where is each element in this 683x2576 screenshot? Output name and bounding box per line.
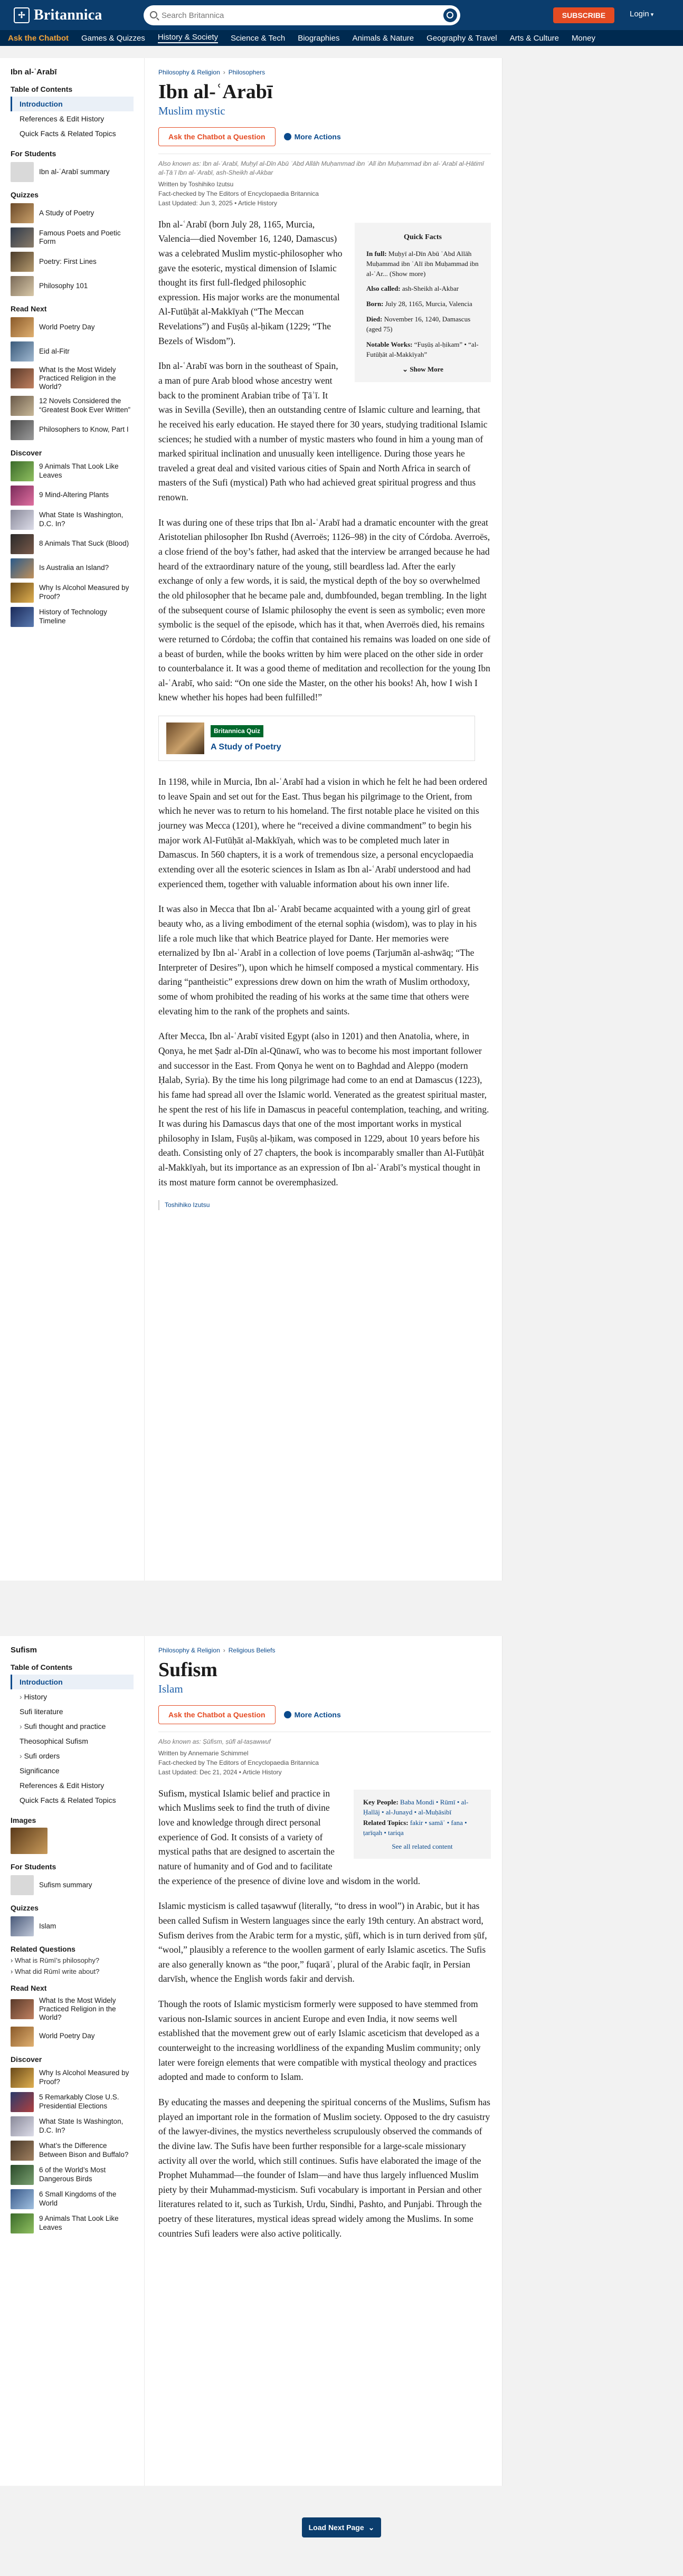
student-link-label: Sufism summary xyxy=(39,1880,92,1889)
fact-value: July 28, 1165, Murcia, Valencia xyxy=(385,300,472,308)
quiz-thumbnail xyxy=(11,1916,34,1936)
page-title: Sufism xyxy=(158,1659,217,1681)
logo-text: Britannica xyxy=(34,7,102,23)
breadcrumb-separator-icon: › xyxy=(223,1647,225,1654)
discover-link[interactable] xyxy=(11,2092,134,2112)
nav-games-quizzes[interactable]: Games & Quizzes xyxy=(81,33,145,43)
key-people-label: Key People: xyxy=(363,1798,399,1806)
discover-link[interactable] xyxy=(11,607,134,627)
toc-heading: Table of Contents xyxy=(11,85,73,93)
page-title: Ibn al-ʿArabī xyxy=(158,81,273,103)
article-ibn-al-arabi xyxy=(0,58,502,1581)
more-actions-label: More Actions xyxy=(294,132,341,141)
toc-item[interactable]: Quick Facts & Related Topics xyxy=(20,129,116,138)
discover-link[interactable] xyxy=(11,486,134,506)
discover-link[interactable] xyxy=(11,558,134,578)
read-next-thumbnail xyxy=(11,341,34,362)
read-next-link[interactable] xyxy=(11,1997,134,2022)
article-sufism xyxy=(0,1636,502,2486)
discover-label: 9 Animals That Look Like Leaves xyxy=(39,2214,119,2231)
fact-value: ash-Sheikh al-Akbar xyxy=(402,284,459,293)
more-actions-button[interactable] xyxy=(284,1705,341,1724)
article-main xyxy=(158,1636,491,2251)
article-sidebar xyxy=(0,1636,145,2486)
discover-thumbnail xyxy=(11,534,34,554)
discover-link[interactable] xyxy=(11,2213,134,2233)
paragraph: Sufism, mystical Islamic belief and practice in which Muslims seek to find the truth of divine love and knowledge through direct personal experience of God. It consists of a variety of mystical paths that are designed to ascertain the nature of humanity and of God and to facilitate the experience of the presence of divine love and wisdom in the world. xyxy=(158,1788,421,1886)
key-people-links[interactable]: Baba Mondi • Rūmī • al-Ḥallāj • al-Junayd • al-Muḥāsibī xyxy=(363,1798,469,1817)
discover-thumbnail xyxy=(11,486,34,506)
read-next-thumbnail xyxy=(11,396,34,416)
more-actions-icon xyxy=(284,1711,291,1718)
paragraph: Ibn al-ʿArabī (born July 28, 1165, Murcia, Valencia—died November 16, 1240, Damascus) was a celebrated Muslim mystic-philosopher who gave the esoteric, mystical dimension of Islamic thought its first full-fledged philosophic expression. His major works are the monumental Al-Futūḥāt al-Makkīyah (“The Meccan Revelations”) and Fuṣūṣ al-ḥikam (1229; “The Bezels of Wisdom”). xyxy=(158,218,343,346)
read-next-link[interactable] xyxy=(11,317,134,337)
paragraph: After Mecca, Ibn al-ʿArabī visited Egypt (also in 1201) and then Anatolia, where, in Qonya, he met Ṣadr al-Dīn al-Qūnawī, who was to become his most important follower and successor in the East. From Qonya he went on to Baghdad and Aleppo (modern Ḥalab, Syria). By the time his long pilgrimage had come to an end at Damascus (1223), his fame had spread all over the Islamic world. Venerated as the greatest spiritual master, he spent the rest of his life in Damascus in peaceful contemplation, teaching, and writing. It was during his Damascus days that one of the most important works in mystical philosophy in Islam, Fuṣūṣ al-ḥikam, was composed in 1229, about 10 years before his death. Consisting only of 27 chapters, the book is incomparably smaller than Al-Futūḥāt al-Makkīyah, but its importance as an expression of Ibn al-ʿArabī’s mystical thought in its most mature form cannot be overemphasized. xyxy=(158,1031,489,1187)
nav-biographies[interactable]: Biographies xyxy=(298,33,340,43)
toc-item[interactable]: Introduction xyxy=(11,97,134,111)
article-body xyxy=(158,1786,491,2241)
discover-label: What State Is Washington, D.C. In? xyxy=(39,2117,124,2134)
discover-thumbnail xyxy=(11,2068,34,2088)
page-subtitle: Muslim mystic xyxy=(158,104,225,117)
discover-label: Why Is Alcohol Measured by Proof? xyxy=(39,584,129,601)
quiz-thumbnail xyxy=(11,227,34,248)
related-topics-label: Related Topics: xyxy=(363,1818,409,1827)
britannica-logo[interactable] xyxy=(14,5,102,26)
quiz-promo-image xyxy=(166,723,204,754)
discover-label: What’s the Difference Between Bison and Buffalo? xyxy=(39,2142,129,2159)
student-link[interactable] xyxy=(11,1875,134,1895)
toc-item[interactable]: › History xyxy=(11,1689,134,1704)
fact-notable-works xyxy=(366,340,479,360)
search-icon xyxy=(150,11,157,18)
related-question-link[interactable]: › What is Rūmī’s philosophy? xyxy=(11,1956,134,1964)
discover-link[interactable] xyxy=(11,461,134,481)
search-placeholder: Search Britannica xyxy=(162,11,224,20)
sidebar-title: Ibn al-ʿArabī xyxy=(11,68,57,77)
article-main xyxy=(158,58,491,1210)
read-next-label: What Is the Most Widely Practiced Religion in the World? xyxy=(39,366,116,391)
discover-label: Why Is Alcohol Measured by Proof? xyxy=(39,2069,129,2086)
fact-label: Died: xyxy=(366,315,383,324)
toc-item[interactable]: Quick Facts & Related Topics xyxy=(20,1796,116,1804)
discover-thumbnail xyxy=(11,461,34,481)
quiz-link[interactable] xyxy=(11,252,134,272)
toc-item[interactable]: Significance xyxy=(20,1766,60,1775)
key-people-box xyxy=(354,1790,491,1859)
written-by[interactable]: Written by Annemarie Schimmel xyxy=(158,1749,249,1757)
quiz-thumbnail xyxy=(11,203,34,223)
toc-item[interactable]: › Sufi orders xyxy=(11,1748,134,1763)
search-submit-button[interactable] xyxy=(443,8,457,22)
discover-label: 8 Animals That Suck (Blood) xyxy=(39,539,129,548)
quiz-title[interactable]: A Study of Poetry xyxy=(211,743,281,752)
article-meta xyxy=(158,1748,491,1777)
toc-item[interactable]: Introduction xyxy=(11,1675,134,1689)
toc-item[interactable]: References & Edit History xyxy=(20,115,105,123)
discover-label: 9 Mind-Altering Plants xyxy=(39,491,109,499)
read-next-link[interactable] xyxy=(11,341,134,362)
quiz-link-label: Islam xyxy=(39,1922,56,1930)
fact-value[interactable]: “Fuṣūṣ al-ḥikam” • “al-Futūḥāt al-Makkīyah” xyxy=(366,340,479,358)
paragraph: It was during one of these trips that Ibn al-ʿArabī had a dramatic encounter with the great Aristotelian philosopher Ibn Rushd (Averroës; 1126–98) in the city of Córdoba. Averroës, a close friend of the boy’s father, had asked that the interview be arranged because he had heard of the extraordinary nature of the young, still beardless lad. After the early exchange of only a few words, it is said, the mystical depth of the boy so overwhelmed the old philosopher that he became pale and, dumbfounded, began trembling. In the light of the subsequent course of Islamic philosophy the event is seen as symbolic; even more symbolic is the sequel of the episode, which has it that, when Averroës died, his remains were returned to Córdoba; the coffin that contained his remains was loaded on one side of a beast of burden, while the books written by him were placed on the other side in order to counterbalance it. It was a good theme of meditation and recollection for the young Ibn al-ʿArabī, who said: “On one side the Master, on the other his books! Ah, how I wish I knew whether his hopes had been fulfilled!” xyxy=(158,517,491,703)
load-next-page-button[interactable]: Load Next Page ⌄ xyxy=(302,2517,381,2537)
quiz-link[interactable] xyxy=(11,276,134,296)
images-heading: Images xyxy=(11,1816,36,1824)
more-actions-label: More Actions xyxy=(294,1710,341,1719)
fact-checked-by[interactable]: Fact-checked by The Editors of Encyclopaedia Britannica xyxy=(158,1758,319,1766)
students-heading: For Students xyxy=(11,1862,56,1871)
quiz-thumbnail xyxy=(11,252,34,272)
search-input[interactable] xyxy=(144,5,460,25)
nav-money[interactable]: Money xyxy=(571,33,595,43)
quiz-link-label: Philosophy 101 xyxy=(39,281,88,290)
quiz-badge: Britannica Quiz xyxy=(211,725,263,737)
quiz-link[interactable] xyxy=(11,227,134,248)
read-next-link[interactable] xyxy=(11,366,134,392)
summary-thumbnail xyxy=(11,1875,34,1895)
image-thumbnail[interactable] xyxy=(11,1828,48,1854)
read-next-label: World Poetry Day xyxy=(39,2032,95,2040)
discover-thumbnail xyxy=(11,2213,34,2233)
see-all-related-link[interactable]: See all related content xyxy=(392,1842,453,1850)
logo-thistle-icon: ✢ xyxy=(14,7,30,23)
read-next-label: Philosophers to Know, Part I xyxy=(39,425,129,434)
quiz-link-label: A Study of Poetry xyxy=(39,208,94,217)
toc-item[interactable]: References & Edit History xyxy=(20,1781,105,1790)
top-header xyxy=(0,0,683,30)
toc-item[interactable]: Theosophical Sufism xyxy=(20,1737,88,1745)
nav-history-society[interactable]: History & Society xyxy=(158,33,218,43)
article-actions xyxy=(158,127,491,146)
nav-animals-nature[interactable]: Animals & Nature xyxy=(352,33,414,43)
quick-facts-heading: Quick Facts xyxy=(404,233,442,241)
quick-facts-box xyxy=(355,223,491,383)
discover-thumbnail xyxy=(11,2141,34,2161)
sidebar-title: Sufism xyxy=(11,1646,37,1655)
read-next-heading: Read Next xyxy=(11,1984,47,1992)
fact-also-called xyxy=(366,284,479,294)
related-question-link[interactable]: › What did Rūmī write about? xyxy=(11,1967,134,1975)
paragraph: Though the roots of Islamic mysticism formerly were supposed to have stemmed from various non-Islamic sources in ancient Europe and even India, it now seems well established that the movement grew out of early Islamic asceticism that developed as a counterweight to the increasing worldliness of the expanding Muslim community; only later were foreign elements that were compatible with mystical theology and practices adopted and made to conform to Islam. xyxy=(158,1999,481,2083)
quiz-link[interactable] xyxy=(11,203,134,223)
read-next-label: What Is the Most Widely Practiced Religion in the World? xyxy=(39,1997,116,2022)
nav-geography-travel[interactable]: Geography & Travel xyxy=(426,33,497,43)
summary-thumbnail xyxy=(11,162,34,182)
quiz-link[interactable] xyxy=(11,1916,134,1936)
login-menu[interactable]: Login ▾ xyxy=(630,9,653,18)
ask-chatbot-button[interactable]: Ask the Chatbot a Question xyxy=(158,127,276,146)
read-next-thumbnail xyxy=(11,317,34,337)
discover-label: 5 Remarkably Close U.S. Presidential Elections xyxy=(39,2093,119,2110)
read-next-heading: Read Next xyxy=(11,305,47,313)
more-actions-icon xyxy=(284,133,291,140)
paragraph: It was also in Mecca that Ibn al-ʿArabī became acquainted with a young girl of great beauty who, as a living embodiment of the eternal sophia (wisdom), was to play in his life a role much like that which Beatrice played for Dante. Her memories were eternalized by Ibn al-ʿArabī in a collection of love poems (Tarjumān al-ashwāq; “The Interpreter of Desires”), upon which he himself composed a mystical commentary. His daring “pantheistic” expressions drew down on him the wrath of Muslim orthodoxy, some of whom prohibited the reading of his works at the same time that others were elevating him to the rank of the prophets and saints. xyxy=(158,904,479,1016)
read-next-link[interactable] xyxy=(11,396,134,416)
student-link[interactable] xyxy=(11,162,134,182)
discover-link[interactable] xyxy=(11,2165,134,2185)
read-next-thumbnail xyxy=(11,1999,34,2019)
fact-label: Notable Works: xyxy=(366,340,413,348)
subscribe-button[interactable]: SUBSCRIBE xyxy=(553,7,614,23)
students-heading: For Students xyxy=(11,149,56,158)
student-link-label: Ibn al-ʿArabī summary xyxy=(39,167,110,176)
read-next-thumbnail xyxy=(11,368,34,388)
discover-heading: Discover xyxy=(11,2055,42,2064)
paragraph: In 1198, while in Murcia, Ibn al-ʿArabī had a vision in which he felt he had been ordered to leave Spain and set out for the East. Thus began his pilgrimage to the Orient, from which he never was to return to his homeland. The first notable place he visited on this journey was Mecca (1201), where he “received a divine commandment” to begin his major work Al-Futūḥāt al-Makkīyah, which was to be completed much later in Damascus. In 560 chapters, it is a work of tremendous size, a personal encyclopaedia extending over all the esoteric sciences in Islam as Ibn al-ʿArabī understood and had experienced them, together with valuable information about his own inner life. xyxy=(158,776,487,889)
author-credit[interactable]: Toshihiko Izutsu xyxy=(158,1200,491,1210)
nav-arts-culture[interactable]: Arts & Culture xyxy=(509,33,559,43)
also-known-as: Also known as: Ibn al-ʿArabī, Muḥyī al-Dīn Abū ʿAbd Allāh Muḥammad ibn ʿAlī ibn Muḥammad ibn al-ʿArabī al-Ḥātimī al-Ṭāʾī Ibn al-ʿArabī, ash-Sheikh al-Akbar xyxy=(158,154,491,177)
fact-value: November 16, 1240, Damascus (aged 75) xyxy=(366,315,471,333)
written-by[interactable]: Written by Toshihiko Izutsu xyxy=(158,180,234,188)
discover-label: Is Australia an Island? xyxy=(39,564,109,572)
discover-link[interactable] xyxy=(11,534,134,554)
quiz-thumbnail xyxy=(11,276,34,296)
breadcrumb xyxy=(158,69,491,76)
read-next-thumbnail xyxy=(11,420,34,440)
read-next-label: World Poetry Day xyxy=(39,322,95,331)
quiz-promo[interactable] xyxy=(158,716,475,761)
fact-label: Also called: xyxy=(366,284,401,293)
read-next-thumbnail xyxy=(11,2027,34,2047)
quizzes-heading: Quizzes xyxy=(11,191,39,199)
discover-thumbnail xyxy=(11,583,34,603)
related-topics-row xyxy=(363,1818,481,1838)
toc-item[interactable]: Sufi literature xyxy=(20,1707,63,1716)
fact-label: In full: xyxy=(366,249,387,258)
discover-thumbnail xyxy=(11,2092,34,2112)
discover-link[interactable] xyxy=(11,2116,134,2136)
breadcrumb xyxy=(158,1647,491,1654)
fact-label: Born: xyxy=(366,300,384,308)
discover-thumbnail xyxy=(11,2116,34,2136)
discover-label: 6 of the World’s Most Dangerous Birds xyxy=(39,2166,106,2183)
toc-item[interactable]: › Sufi thought and practice xyxy=(11,1719,134,1734)
fact-born xyxy=(366,299,479,309)
discover-thumbnail xyxy=(11,607,34,627)
nav-chatbot-link[interactable]: Ask the Chatbot xyxy=(8,33,69,43)
nav-science-tech[interactable]: Science & Tech xyxy=(231,33,286,43)
ask-chatbot-button[interactable]: Ask the Chatbot a Question xyxy=(158,1705,276,1724)
last-updated[interactable]: Last Updated: Jun 3, 2025 • Article History xyxy=(158,199,277,207)
read-next-link[interactable] xyxy=(11,420,134,440)
discover-heading: Discover xyxy=(11,448,42,457)
page-subtitle: Islam xyxy=(158,1683,183,1695)
breadcrumb-link[interactable]: Religious Beliefs xyxy=(228,1647,276,1654)
paragraph: By educating the masses and deepening the spiritual concerns of the Muslims, Sufism has played an important role in the formation of Muslim society. Opposed to the dry casuistry of the lawyer-divines, the mystics nevertheless scrupulously observed the commands of the divine law. The Sufis have been further responsible for a large-scale missionary activity all over the world, which still continues. Sufis have elaborated the image of the Prophet Muhammad—the founder of Islam—and have thus largely influenced Muslim piety by their Muhammad-mysticism. Sufi vocabulary is important in Persian and other literatures related to it, such as Turkish, Urdu, Sindhi, Pashto, and Punjabi. Through the poetry of these literatures, mystical ideas spread widely among the Muslims. In some countries Sufi leaders were also active politically. xyxy=(158,2096,490,2239)
main-nav xyxy=(0,30,683,46)
article-body xyxy=(158,217,491,1211)
discover-thumbnail xyxy=(11,2165,34,2185)
read-next-link[interactable] xyxy=(11,2027,134,2047)
discover-label: 9 Animals That Look Like Leaves xyxy=(39,462,119,479)
also-known-as: Also known as: Ṣūfism, ṣūfī al-taṣawwuf xyxy=(158,1732,491,1746)
discover-thumbnail xyxy=(11,510,34,530)
last-updated[interactable]: Last Updated: Dec 21, 2024 • Article History xyxy=(158,1768,282,1776)
discover-thumbnail xyxy=(11,2189,34,2209)
article-meta xyxy=(158,179,491,208)
fact-checked-by[interactable]: Fact-checked by The Editors of Encyclopaedia Britannica xyxy=(158,189,319,197)
discover-link[interactable] xyxy=(11,583,134,603)
breadcrumb-link[interactable]: Philosophy & Religion xyxy=(158,69,220,76)
paragraph: Ibn al-ʿArabī was born in the southeast of Spain, a man of pure Arab blood whose ancestry went back to the prominent Arabian tribe of Ṭāʾī. It was in Sevilla (Seville), then an outstanding centre of Islamic culture and learning, that he received his early education. He stayed there for 30 years, studying traditional Islamic sciences; he studied with a number of mystic masters who found in him a young man of marked spiritual inclination and unusually keen intelligence. During those years he traveled a great deal and visited various cities of Spain and North Africa in search of masters of the Sufi (mystical) Path who had achieved great spiritual progress and thus renown. xyxy=(158,360,488,503)
quizzes-heading: Quizzes xyxy=(11,1904,39,1912)
discover-link[interactable] xyxy=(11,2189,134,2209)
fact-value: Muḥyī al-Dīn Abū ʿAbd Allāh Muḥammad ibn ʿAlī ibn Muḥammad ibn al-ʿAr... (Show more) xyxy=(366,249,479,278)
read-next-label: 12 Novels Considered the “Greatest Book Ever Written” xyxy=(39,397,131,414)
fact-in-full xyxy=(366,249,479,279)
read-next-label: Eid al-Fitr xyxy=(39,347,70,355)
discover-label: 6 Small Kingdoms of the World xyxy=(39,2190,117,2207)
breadcrumb-separator-icon: › xyxy=(223,69,225,76)
toc-heading: Table of Contents xyxy=(11,1663,73,1671)
breadcrumb-link[interactable]: Philosophy & Religion xyxy=(158,1647,220,1654)
more-actions-button[interactable] xyxy=(284,127,341,146)
article-sidebar xyxy=(0,58,145,1581)
quiz-link-label: Famous Poets and Poetic Form xyxy=(39,229,121,245)
key-people-row xyxy=(363,1797,481,1818)
discover-link[interactable] xyxy=(11,2141,134,2161)
discover-label: What State Is Washington, D.C. In? xyxy=(39,511,124,528)
discover-thumbnail xyxy=(11,558,34,578)
related-questions-heading: Related Questions xyxy=(11,1945,75,1953)
related-topics-links[interactable]: fakir • samāʿ • fana • ṭarīqah • tariqa xyxy=(363,1818,467,1837)
discover-link[interactable] xyxy=(11,510,134,530)
quiz-link-label: Poetry: First Lines xyxy=(39,257,97,265)
fact-died xyxy=(366,315,479,335)
breadcrumb-link[interactable]: Philosophers xyxy=(228,69,265,76)
discover-link[interactable] xyxy=(11,2068,134,2088)
show-more-button[interactable]: ⌄ Show More xyxy=(366,365,479,375)
paragraph: Islamic mysticism is called taṣawwuf (literally, “to dress in wool”) in Arabic, but it has been called Sufism in Western languages since the early 19th century. An abstract word, Sufism derives from the Arabic term for a mystic, ṣūfī, which is in turn derived from ṣūf, “wool,” plausibly a reference to the woollen garment of early Islamic ascetics. The Sufis are also generally known as “the poor,” fuqarāʾ, plural of the Arabic faqīr, in Persian darvīsh, whence the English words fakir and dervish. xyxy=(158,1900,487,1984)
discover-label: History of Technology Timeline xyxy=(39,608,107,625)
article-actions xyxy=(158,1705,491,1724)
